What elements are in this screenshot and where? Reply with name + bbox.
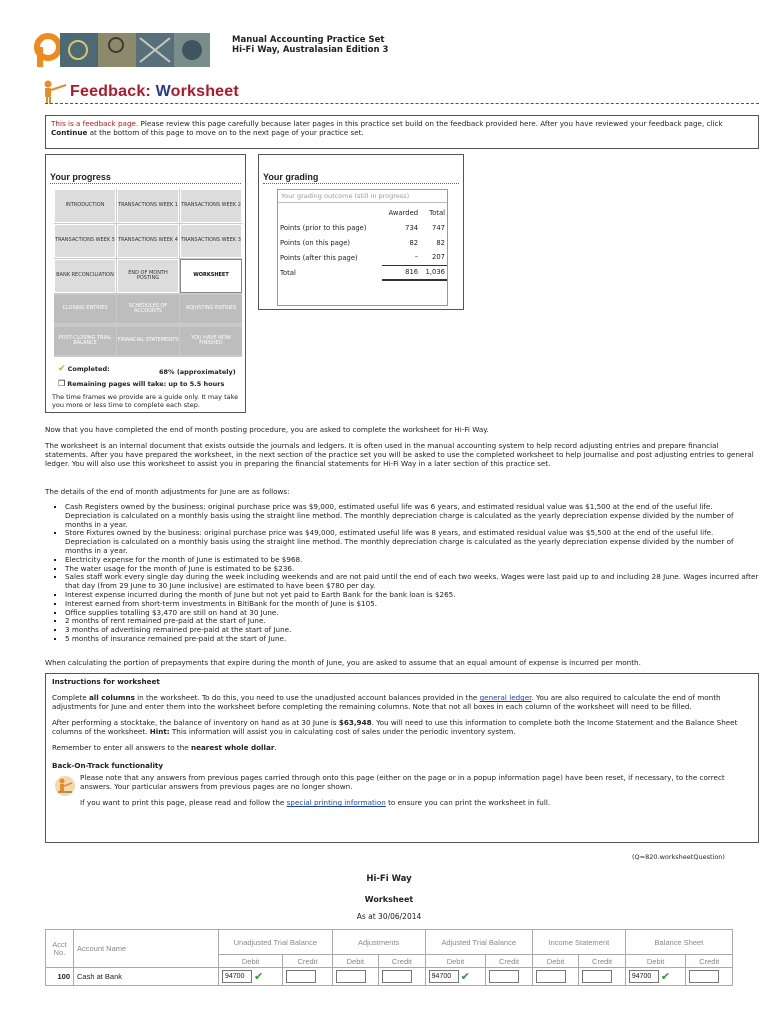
instructions-para-1: [52, 693, 752, 711]
grading-row-label: Points (after this page): [280, 253, 358, 262]
grading-col-total: Total: [429, 208, 445, 217]
list-item: ▪ Interest earned from short-term investments in BitiBank for the month of June is $105.: [65, 600, 759, 609]
list-item: ▪ 3 months of advertising remained pre-paid at the start of June.: [65, 626, 759, 635]
adj-credit-input[interactable]: [382, 970, 412, 983]
page-title-w: W: [155, 83, 171, 100]
cell-is-credit: [579, 968, 626, 986]
worksheet-table: [45, 929, 733, 986]
group-income-statement: Income Statement: [532, 930, 625, 955]
instructions-para-2: [52, 718, 752, 736]
col-credit: Credit: [579, 955, 626, 968]
i3-bold: nearest whole dollar: [190, 743, 275, 752]
page-title: [70, 83, 239, 101]
title-divider: [45, 103, 759, 104]
correct-check-icon: ✔: [660, 971, 671, 983]
worksheet-group-header: [46, 930, 733, 955]
cell-adj-credit: [379, 968, 426, 986]
row-acct-no: 100: [46, 968, 74, 986]
cell-bs-credit: [686, 968, 733, 986]
puzzle-end-of-month: END OF MONTH POSTING: [117, 259, 179, 293]
puzzle-worksheet-current: WORKSHEET: [180, 259, 242, 293]
puzzle-introduction: INTRODUCTION: [54, 189, 116, 223]
grading-row-label: Points (prior to this page): [280, 223, 367, 232]
instructions-title: Instructions for worksheet: [52, 677, 160, 686]
worksheet-paragraph: The worksheet is an internal document that exists outside the journals and ledgers. It is often used in the manual accounting system to help record adjusting entries and prepare financial statements. After you have prepared the worksheet, in the next section of the practice set you will be asked to use the completed worksheet to help journalise and post adjusting entries to general ledger. You will also use this worksheet to assist you in preparing the financial statements for Hi-Fi Way in a later section of this practice set.: [45, 441, 754, 468]
adj-debit-input[interactable]: [336, 970, 366, 983]
cell-atb-debit: [425, 968, 486, 986]
details-paragraph: The details of the end of month adjustments for June are as follows:: [45, 487, 290, 496]
worksheet-company: Hi-Fi Way: [366, 874, 412, 884]
cell-adj-debit: [332, 968, 379, 986]
print-info-text: [80, 798, 752, 807]
col-acct-no: Acct No.: [46, 930, 74, 968]
grading-col-awarded: Awarded: [388, 208, 419, 217]
grading-row-total: 747: [432, 223, 445, 232]
grading-total-row: [278, 265, 447, 280]
i2-text: After performing a stocktake, the balance of inventory on hand as at 30 June is: [52, 718, 339, 727]
utb-debit-input[interactable]: 94700: [222, 970, 252, 983]
i2-text-3: This information will assist you in calculating cost of sales under the periodic inventory system.: [169, 727, 516, 736]
grading-row-total: 207: [420, 250, 447, 265]
puzzle-week-2: TRANSACTIONS WEEK 2: [180, 189, 242, 223]
pages-icon: ❐: [58, 379, 66, 388]
progress-divider: [50, 183, 241, 184]
hint-label: Hint:: [149, 727, 170, 736]
adjustments-list: [45, 503, 759, 644]
col-credit: Credit: [686, 955, 733, 968]
i1-text-2: in the worksheet. To do this, you need to use the unadjusted account balances provided in the: [134, 693, 480, 702]
stage-schedules: SCHEDULES OF ACCOUNTS: [117, 295, 179, 323]
cell-atb-credit: [486, 968, 533, 986]
cell-bs-debit: [625, 968, 686, 986]
grading-title: Your grading: [263, 172, 319, 182]
list-item: ▪ Interest expense incurred during the month of June but not yet paid to Earth Bank for the bank loan is $265.: [65, 591, 759, 600]
completed-label: Completed:: [67, 365, 110, 373]
grading-table: [278, 205, 447, 281]
is-credit-input[interactable]: [582, 970, 612, 983]
stage-closing-entries: CLOSING ENTRIES: [54, 295, 116, 323]
row-account-name: Cash at Bank: [74, 968, 219, 986]
progress-puzzle: [54, 189, 242, 357]
group-unadjusted: Unadjusted Trial Balance: [219, 930, 333, 955]
i1-bold: all columns: [88, 693, 135, 702]
check-icon: ✔: [58, 364, 66, 374]
cell-is-debit: [532, 968, 579, 986]
grading-caption: Your grading outcome (still in progress): [278, 190, 447, 203]
stage-adjusting-entries: ADJUSTING ENTRIES: [180, 295, 242, 323]
print-text-2: to ensure you can print the worksheet in full.: [385, 798, 551, 807]
list-item: ▪ Store Fixtures owned by the business: original purchase price was $49,000, estimated useful life was 8 years, and estimated residual value was $5,500 at the end of the useful life. Depreciation is calculated on a monthly basis using the straight line method. The monthly depreciation charge is calculated as the yearly depreciation expense divided by the number of months in a year.: [65, 529, 759, 555]
grading-row-awarded: –: [382, 250, 420, 265]
group-adjustments: Adjustments: [332, 930, 425, 955]
correct-check-icon: ✔: [254, 971, 264, 983]
list-item: ▪ Electricity expense for the month of June is estimated to be $968.: [65, 556, 759, 565]
grading-row-awarded: 816: [382, 265, 420, 280]
back-on-track-text: Please note that any answers from previous pages carried through onto this page (either on the page or in a popup information page) have been reset, if necessary, to the correct answers. Your particular answers from previous pages are no longer shown.: [80, 773, 725, 791]
utb-credit-input[interactable]: [286, 970, 316, 983]
inventory-value: $63,948: [338, 718, 372, 727]
group-balance-sheet: Balance Sheet: [625, 930, 732, 955]
bs-debit-input[interactable]: 94700: [629, 970, 659, 983]
grading-divider: [263, 183, 459, 184]
person-pointing-icon: [42, 80, 68, 104]
header-text: [232, 35, 388, 55]
notice-highlight: This is a feedback page.: [51, 119, 139, 128]
remaining-value: up to 5.5 hours: [168, 380, 225, 388]
grading-row-total: 82: [436, 238, 445, 247]
feedback-notice: [45, 115, 759, 149]
back-on-track-section: [52, 773, 752, 807]
stage-finished: YOU HAVE NOW FINISHED: [180, 327, 242, 355]
progress-note: The time frames we provide are a guide only. It may take you more or less time to complete each step.: [52, 393, 239, 409]
notice-text-1: Please review this page carefully because later pages in this practice set build on the feedback provided here. After you have reviewed your feedback page, click: [138, 119, 723, 128]
i2-text-2: . You will need to use this information to complete both the Income Statement and the Balance Sheet columns of the worksheet.: [52, 718, 738, 736]
col-account-name: Account Name: [74, 930, 219, 968]
instructions-para-3: [52, 743, 752, 752]
cell-utb-debit: [219, 968, 283, 986]
col-credit: Credit: [379, 955, 426, 968]
worksheet-date: As at 30/06/2014: [356, 912, 422, 921]
grading-panel: [258, 154, 464, 310]
list-item: ▪ 5 months of insurance remained pre-paid at the start of June.: [65, 635, 759, 644]
prepayment-paragraph: When calculating the portion of prepayments that expire during the month of June, you are asked to assume that an equal amount of expense is incurred per month.: [45, 658, 641, 667]
instructions-box: [45, 673, 759, 843]
grading-row: [278, 250, 447, 265]
completed-value: 68% (approximately): [159, 368, 236, 376]
completed-row: [58, 364, 110, 374]
progress-title: Your progress: [50, 172, 111, 182]
worksheet-title: Worksheet: [364, 895, 414, 904]
general-ledger-link[interactable]: general ledger: [479, 693, 532, 702]
stage-post-closing: POST-CLOSING TRIAL BALANCE: [54, 327, 116, 355]
grading-row-awarded: 734: [405, 223, 419, 232]
special-printing-link[interactable]: special printing information: [286, 798, 386, 807]
remaining-label: Remaining pages will take:: [67, 380, 167, 388]
col-debit: Debit: [625, 955, 686, 968]
table-row: [46, 968, 733, 986]
back-on-track-title: Back-On-Track functionality: [52, 761, 164, 770]
col-credit: Credit: [486, 955, 533, 968]
atb-debit-input[interactable]: 94700: [429, 970, 459, 983]
question-id: (Q=820.worksheetQuestion): [632, 853, 725, 861]
progress-panel: [45, 154, 246, 413]
page-title-feedback: Feedback:: [70, 83, 156, 100]
print-text: If you want to print this page, please read and follow the: [80, 798, 287, 807]
notice-continue: Continue: [51, 128, 88, 137]
list-item: ▪ The water usage for the month of June is estimated to be $236.: [65, 565, 759, 574]
group-adjusted: Adjusted Trial Balance: [425, 930, 532, 955]
remaining-row: [58, 379, 224, 388]
grading-header-row: [278, 205, 447, 220]
grading-outcome-box: [277, 189, 448, 306]
p-logo: [33, 33, 63, 67]
col-credit: Credit: [283, 955, 332, 968]
grading-row-total: 1,036: [420, 265, 447, 280]
is-debit-input[interactable]: [536, 970, 566, 983]
header-line-2: Hi-Fi Way, Australasian Edition 3: [232, 45, 389, 55]
col-debit: Debit: [425, 955, 486, 968]
bs-credit-input[interactable]: [689, 970, 719, 983]
correct-check-icon: ✔: [460, 971, 470, 983]
list-item: ▪ 2 months of rent remained pre-paid at the start of June.: [65, 617, 759, 626]
grading-row: [278, 220, 447, 235]
notice-text-2: at the bottom of this page to move on to the next page of your practice set.: [87, 128, 364, 137]
list-item: ▪ Cash Registers owned by the business: original purchase price was $9,000, estimated useful life was 6 years, and estimated residual value was $1,500 at the end of the useful life. Depreciation is calculated on a monthly basis using the straight line method. The monthly depreciation charge is calculated as the yearly depreciation expense divided by the number of months in a year.: [65, 503, 759, 529]
grading-row-label: Total: [280, 268, 296, 277]
puzzle-week-1: TRANSACTIONS WEEK 1: [117, 189, 179, 223]
intro-paragraph: Now that you have completed the end of month posting procedure, you are asked to complete the worksheet for Hi-Fi Way.: [45, 425, 489, 434]
i1-text: Complete: [52, 693, 89, 702]
header-banner-image: [60, 33, 210, 67]
list-item: ▪ Sales staff work every single day during the week including weekends and are not paid until the end of each two weeks. Wages were last paid up to and including 28 June. Wages incurred after that day (from 29 June to 30 June inclusive) are estimated to have been $780 per day.: [65, 573, 759, 591]
grading-row-label: Points (on this page): [280, 238, 351, 247]
header-line-1: Manual Accounting Practice Set: [232, 35, 385, 45]
page-title-rest: orksheet: [170, 83, 239, 100]
atb-credit-input[interactable]: [489, 970, 519, 983]
puzzle-week-4: TRANSACTIONS WEEK 4: [117, 224, 179, 258]
i3-text: Remember to enter all answers to the: [52, 743, 191, 752]
col-debit: Debit: [532, 955, 579, 968]
list-item: ▪ Office supplies totalling $3,470 are still on hand at 30 June.: [65, 609, 759, 618]
stage-financial-statements: FINANCIAL STATEMENTS: [117, 327, 179, 355]
puzzle-bank-reconciliation: BANK RECONCILIATION: [54, 259, 116, 293]
puzzle-week-3: TRANSACTIONS WEEK 3: [180, 224, 242, 258]
i1-text-3: . You are also required to calculate the end of month adjustments for June and enter them into the worksheet before completing the remaining columns. Note that not all boxes in each column of the worksheet will need to be filled.: [52, 693, 721, 711]
i3-end: .: [274, 743, 277, 752]
grading-row-awarded: 82: [409, 238, 419, 247]
cell-utb-credit: [283, 968, 332, 986]
puzzle-week-5: TRANSACTIONS WEEK 5: [54, 224, 116, 258]
col-debit: Debit: [332, 955, 379, 968]
col-debit: Debit: [219, 955, 283, 968]
grading-row: [278, 235, 447, 250]
back-on-track-icon: [54, 775, 76, 797]
